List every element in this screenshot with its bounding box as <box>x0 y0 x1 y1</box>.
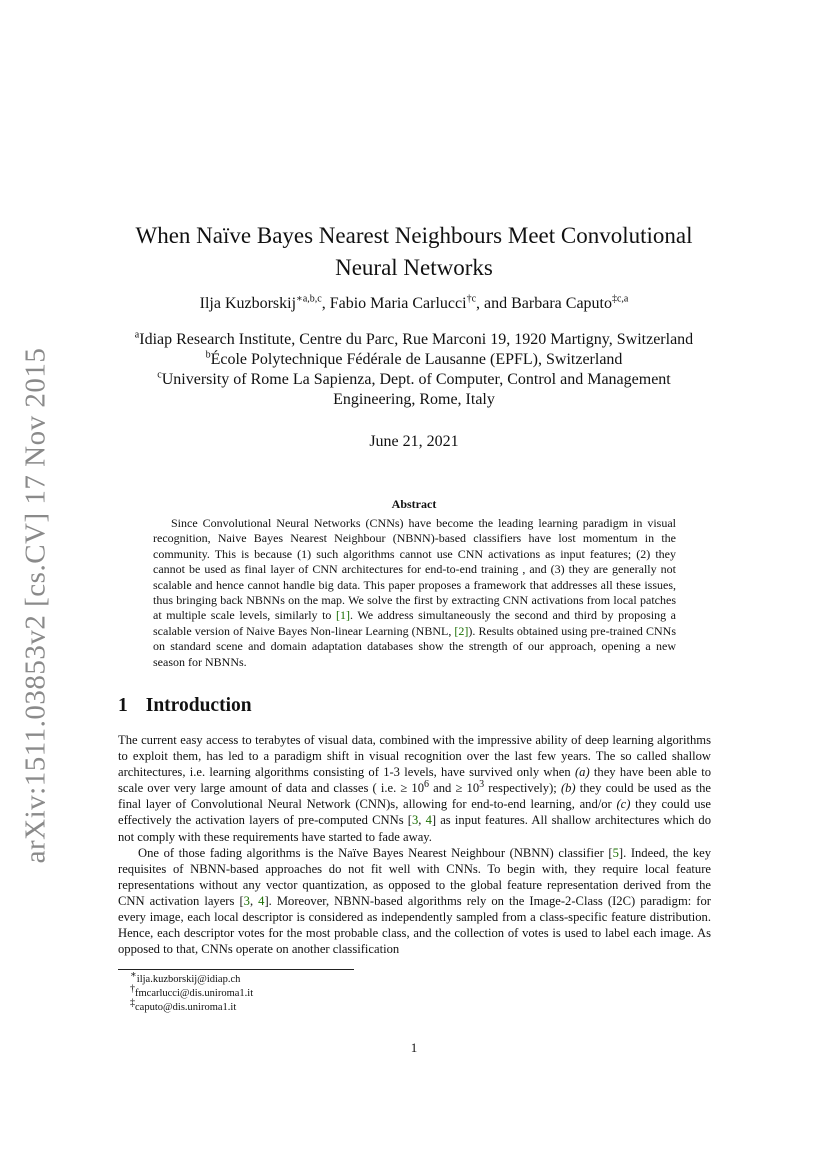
abstract-text: Since Convolutional Neural Networks (CNNs) have become the leading learning paradigm in visual recognition, Naive Bayes Nearest Neighbour (NBNN)-based classifiers have lost momentum in the community. This is because (1) such algorithms cannot use CNN activations as input features; (2) they cannot be used as final layer of CNN architectures for end-to-end training , and (3) they are generally not scalable and hence cannot handle big data. This paper proposes a framework that addresses all these issues, thus bringing back NBNNs on the map. We solve the first by extracting CNN activations from local patches at multiple scale levels, similarly to [1]. We address simultaneously the second and third by proposing a scalable version of Naive Bayes Non-linear Learning (NBNL, [2]). Results obtained using pre-trained CNNs on standard scene and domain adaptation databases show the strength of our approach, opening a new season for NBNNs. <box>153 516 676 669</box>
citation-link-1[interactable]: [1] <box>335 608 350 623</box>
author-3-marks: ‡c,a <box>611 293 629 305</box>
footnote-1: ∗ilja.kuzborskij@idiap.ch <box>130 969 241 985</box>
arxiv-stamp <box>16 347 56 863</box>
citation-link-2[interactable]: [2] <box>454 623 469 638</box>
citation-link-5[interactable]: 5 <box>612 845 619 860</box>
affiliation-a: $^a$Idiap Research Institute, Centre du Parc, Rue Marconi 19, 1920 Martigny, Switzerland <box>134 329 694 348</box>
affiliations <box>110 330 718 410</box>
citation-link-3[interactable]: 3 <box>411 813 419 828</box>
page-number: 1 <box>410 1040 418 1055</box>
footnotes <box>130 969 254 1015</box>
affiliation-c: $^c$University of Rome La Sapienza, Dept. of Computer, Control and Management <box>157 369 671 388</box>
abstract-heading: Abstract <box>391 497 437 511</box>
title-line-2: Neural Networks <box>335 255 493 280</box>
citation-link-3b[interactable]: 3 <box>243 893 250 908</box>
citation-link-4b[interactable]: 4 <box>258 893 265 908</box>
section-title: Introduction <box>145 695 252 716</box>
intro-body <box>118 732 711 957</box>
paper-date: June 21, 2021 <box>369 433 459 450</box>
paper-title <box>110 220 718 284</box>
footnote-divider <box>118 969 354 970</box>
title-line-1: When Naïve Bayes Nearest Neighbours Meet Convolutional <box>135 223 693 248</box>
author-1: Ilja Kuzborskij <box>199 295 297 312</box>
footnote-2: †fmcarlucci@dis.uniroma1.it <box>130 983 254 999</box>
affiliation-b: $^b$École Polytechnique Fédérale de Lausanne (EPFL), Switzerland <box>205 349 623 368</box>
citation-link-4[interactable]: 4 <box>425 813 432 828</box>
section-number: 1 <box>118 695 128 716</box>
author-2: , Fabio Maria Carlucci <box>321 295 467 312</box>
intro-paragraph-2: One of those fading algorithms is the Naïve Bayes Nearest Neighbour (NBNN) classifier [5]. Indeed, the key requisites of NBNN-based approaches do not fit well with CNNs. To begin with, they require local feature representations without any vector quantization, as opposed to the global feature representation derived from the CNN activation layers [3, 4]. Moreover, NBNN-based algorithms rely on the Image-2-Class (I2C) paradigm: for every image, each local descriptor is considered as independently sampled from a class-specific feature distribution. Hence, each descriptor votes for the most probable class, and the collection of votes is used to label each image. As opposed to that, CNNs operate on another classification <box>118 845 711 957</box>
affiliation-c-cont: Engineering, Rome, Italy <box>333 391 495 408</box>
author-2-marks: †c <box>466 293 477 305</box>
author-1-marks: ∗a,b,c <box>296 293 322 305</box>
intro-paragraph-1: The current easy access to terabytes of visual data, combined with the impressive ability of deep learning algorithms to exploit them, has led to a paradigm shift in visual recognition over the last few years. The so called shallow architectures, i.e. learning algorithms consisting of 1-3 levels, have survived only when (a) they have been able to scale over very large amount of data and classes ( i.e. ≥ $10^6$ and ≥ $10^3$ respectively); (b) they could be used as the final layer of Convolutional Neural Network (CNN)s, allowing for end-to-end learning, and/or (c) they could use effectively the activation layers of pre-computed CNNs [3, 4] as input features. All shallow architectures which do not comply with these requirements have started to fade away. <box>118 733 711 844</box>
arxiv-stamp-text: arXiv:1511.03853v2 [cs.CV] 17 Nov 2015 <box>19 347 52 863</box>
footnote-3: ‡caputo@dis.uniroma1.it <box>130 997 237 1013</box>
author-list <box>110 294 718 314</box>
author-3: , and Barbara Caputo <box>476 295 612 312</box>
section-heading <box>118 693 252 719</box>
